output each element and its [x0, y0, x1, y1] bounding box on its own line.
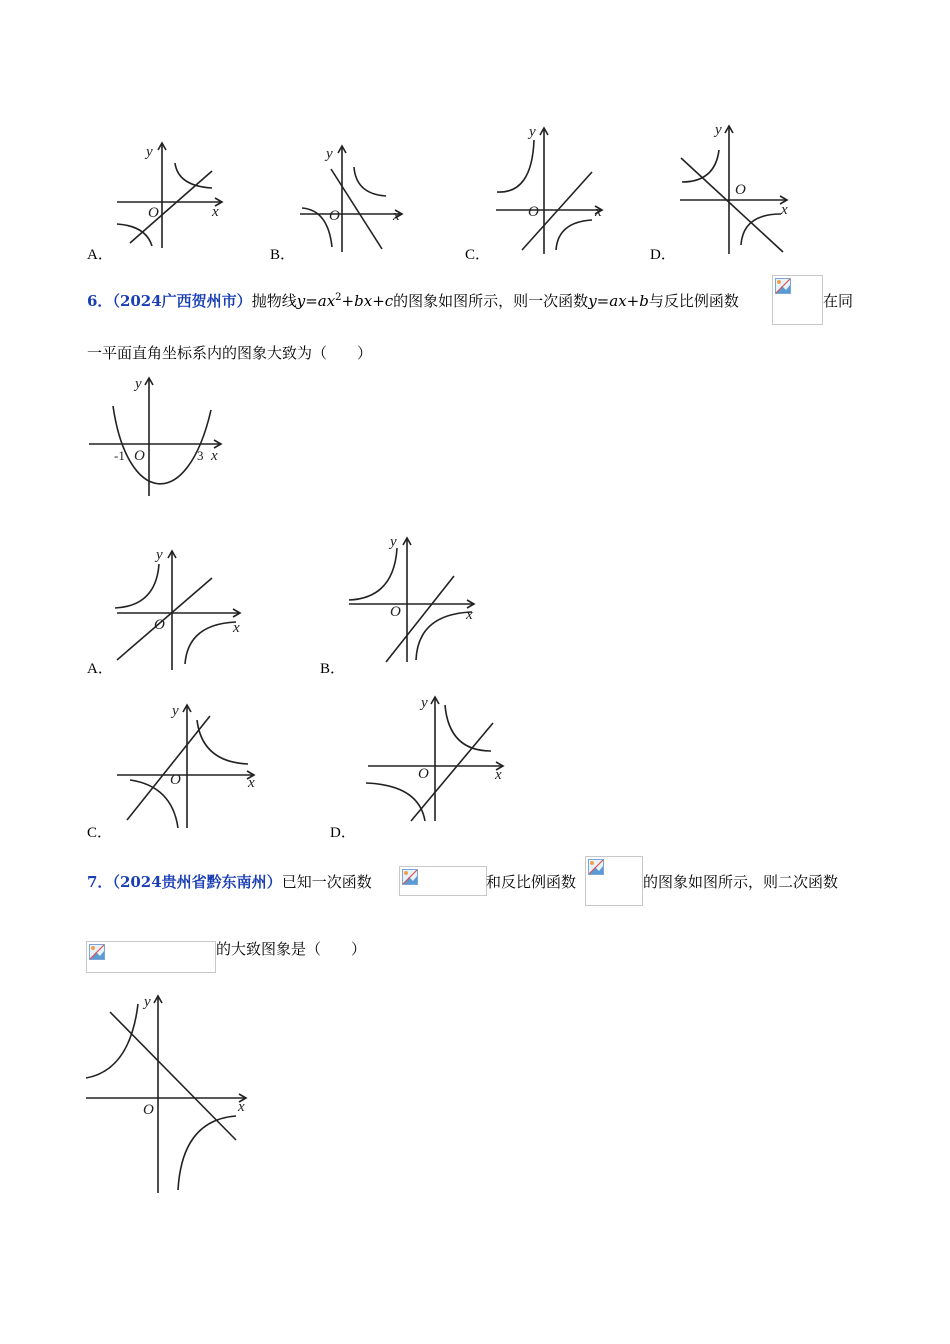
- q5-option-c-label[interactable]: C．: [465, 247, 491, 263]
- q5-option-a-label[interactable]: A．: [87, 247, 113, 263]
- q6-eq-plus2: +: [372, 292, 385, 310]
- q6-text-1: 抛物线: [251, 292, 297, 310]
- y-label: y: [390, 534, 397, 550]
- q7-source: （2024贵州省黔东南州）: [112, 873, 282, 891]
- q7-number: 7．: [87, 873, 113, 891]
- broken-image-icon: [89, 944, 105, 960]
- x-label: x: [248, 775, 255, 791]
- q5-option-b-graph: [296, 142, 406, 254]
- q6-number: 6．: [87, 292, 113, 310]
- origin-label: O: [329, 208, 340, 224]
- origin-label: O: [134, 448, 145, 464]
- origin-label: O: [148, 205, 159, 221]
- q7-text-3: 的图象如图所示，则二次函数: [643, 873, 839, 891]
- linear-line: [110, 1012, 236, 1140]
- q6-option-c-label[interactable]: C．: [87, 825, 113, 841]
- origin-label: O: [390, 604, 401, 620]
- q7-text-2: 和反比例函数: [486, 873, 577, 891]
- x-label: x: [495, 767, 502, 783]
- x-label: x: [233, 620, 240, 636]
- q6-eq-c: c: [384, 292, 394, 310]
- q5-option-c-graph: [492, 122, 607, 257]
- q6-option-b-graph: [346, 532, 478, 664]
- q6-stem-line2: 一平面直角坐标系内的图象大致为（ ）: [87, 344, 373, 362]
- hyperbola-branch-2: [185, 622, 236, 664]
- q7-figure-graph: [86, 990, 251, 1195]
- y-label: y: [146, 144, 153, 160]
- q6-lin-equal: =: [596, 292, 610, 310]
- hyperbola-branch-1: [497, 140, 534, 192]
- q6-option-d-label[interactable]: D．: [330, 825, 356, 841]
- q6-parabola-graph: [87, 374, 227, 499]
- q6-option-a-graph: [112, 546, 244, 672]
- x-label: x: [212, 204, 219, 220]
- broken-image-icon: [588, 859, 604, 875]
- origin-label: O: [170, 772, 181, 788]
- q6-eq-plus1: +: [341, 292, 355, 310]
- hyperbola-branch-2: [178, 1116, 236, 1190]
- hyperbola-branch-1: [682, 150, 719, 182]
- q5-option-d-label[interactable]: D．: [650, 247, 676, 263]
- q6-lin-plus: +: [626, 292, 640, 310]
- q6-eq-bx: bx: [354, 292, 373, 310]
- x-label: x: [781, 202, 788, 218]
- x-label: x: [595, 204, 602, 220]
- q7-stem-line1a: [87, 871, 372, 892]
- hyperbola-branch-1: [445, 705, 491, 751]
- y-label: y: [144, 994, 151, 1010]
- origin-label: O: [143, 1102, 154, 1118]
- q6-formula-image: [772, 275, 823, 325]
- q6-eq-ax: ax: [317, 292, 336, 310]
- q6-text-2: 的图象如图所示，则一次函数: [393, 292, 589, 310]
- q5-option-d-graph: [677, 120, 792, 256]
- q7-linear-formula-image: [399, 866, 487, 896]
- q6-option-c-graph: [112, 700, 257, 830]
- q6-eq-y: y: [296, 292, 306, 310]
- three-label: 3: [197, 448, 204, 463]
- q6-lin-b: b: [639, 292, 649, 310]
- q7-text-4: 的大致图象是（ ）: [216, 940, 367, 958]
- origin-label: O: [735, 182, 746, 198]
- x-label: x: [238, 1099, 245, 1115]
- y-label: y: [135, 376, 142, 392]
- q6-eq-sup: 2: [335, 292, 342, 303]
- q7-text-1: 已知一次函数: [281, 873, 372, 891]
- y-label: y: [172, 703, 179, 719]
- hyperbola-branch-1: [115, 564, 159, 608]
- y-label: y: [529, 124, 536, 140]
- q6-lin-y: y: [588, 292, 597, 310]
- origin-label: O: [418, 766, 429, 782]
- hyperbola-branch-1: [197, 720, 248, 764]
- q5-option-b-label[interactable]: B．: [270, 247, 296, 263]
- q6-source: （2024广西贺州市）: [112, 292, 252, 310]
- hyperbola-branch-1: [349, 548, 397, 600]
- neg1-label: -1: [114, 448, 125, 463]
- broken-image-icon: [402, 869, 418, 885]
- q6-text-3: 与反比例函数: [648, 292, 739, 310]
- x-label: x: [466, 607, 473, 623]
- linear-line: [127, 716, 210, 820]
- linear-line: [130, 171, 212, 243]
- origin-label: O: [154, 617, 165, 633]
- y-label: y: [156, 547, 163, 563]
- q6-option-a-label[interactable]: A．: [87, 661, 113, 677]
- q6-option-b-label[interactable]: B．: [320, 661, 346, 677]
- x-label: x: [393, 208, 400, 224]
- q7-quadratic-formula-image: [86, 941, 216, 973]
- parabola-curve: [113, 406, 211, 484]
- broken-image-icon: [775, 278, 791, 294]
- q6-lin-ax: ax: [609, 292, 627, 310]
- q7-inverse-formula-image: [585, 856, 643, 906]
- y-label: y: [421, 695, 428, 711]
- q5-option-a-graph: [112, 138, 227, 250]
- y-label: y: [715, 122, 722, 138]
- q6-option-d-graph: [363, 693, 508, 823]
- q6-text-4: 在同: [823, 292, 854, 310]
- hyperbola-branch-2: [556, 220, 592, 250]
- hyperbola-branch-2: [416, 612, 472, 660]
- origin-label: O: [528, 204, 539, 220]
- linear-line: [681, 158, 783, 252]
- q6-stem-line1: [87, 290, 739, 311]
- hyperbola-branch-1: [354, 167, 386, 196]
- x-label: x: [211, 448, 218, 464]
- q6-eq-equal: =: [305, 292, 318, 310]
- y-label: y: [326, 146, 333, 162]
